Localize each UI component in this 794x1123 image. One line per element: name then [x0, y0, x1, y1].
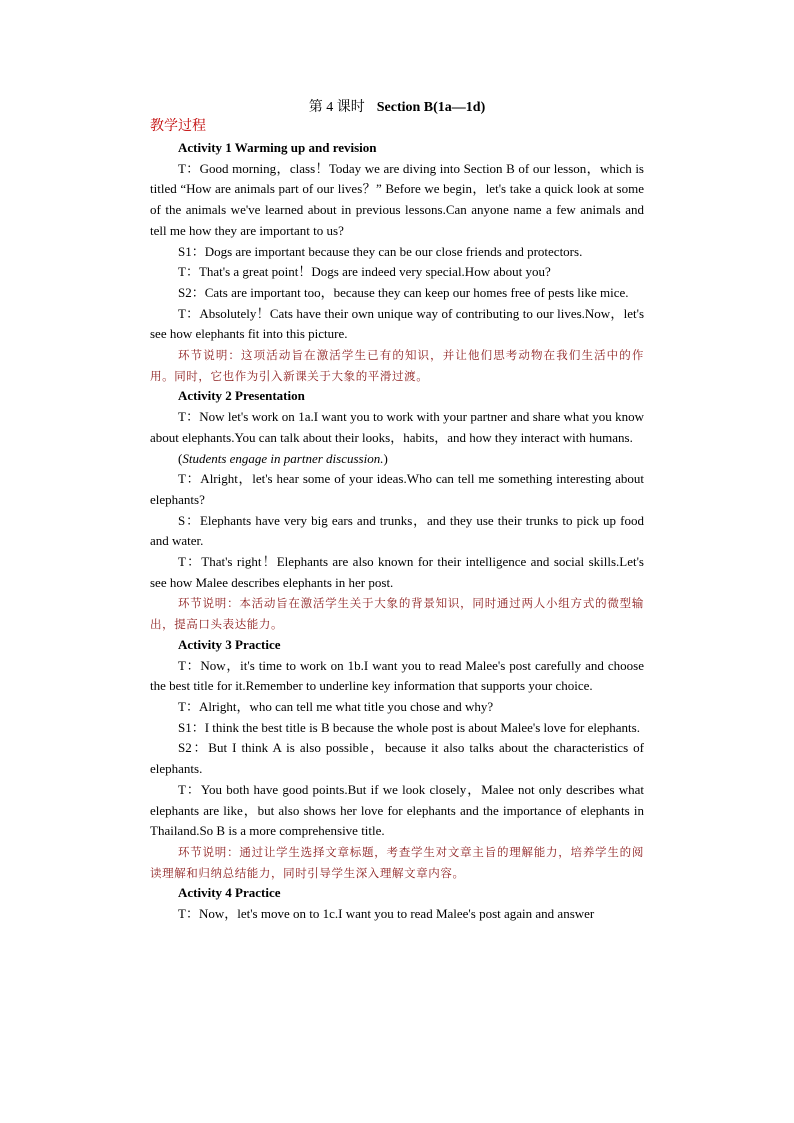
activity-heading: Activity 4 Practice: [178, 885, 281, 901]
dialogue-line: T：Now let's work on 1a.I want you to work with your partner and share what you know about elephants.You can talk about their looks，habits，and how they interact with humans.: [150, 409, 644, 445]
activity-heading: Activity 1 Warming up and revision: [178, 140, 377, 155]
section-note: 环节说明：通过让学生选择文章标题，考查学生对文章主旨的理解能力，培养学生的阅读理解和归纳总结能力，同时引导学生深入理解文章内容。: [150, 844, 644, 880]
dialogue-line: T：You both have good points.But if we look closely，Malee not only describes what elephants are like，but also shows her love for elephants and the importance of elephants in Thailand.So B is a more comprehensive title.: [150, 781, 644, 839]
dialogue-line: S1：Dogs are important because they can be our close friends and protectors.: [178, 243, 583, 259]
stage-text: Students engage in partner discussion.: [182, 450, 384, 466]
stage-direction: [150, 449, 644, 470]
dialogue-line: T：Absolutely！Cats have their own unique way of contributing to our lives.Now，let's see how elephants fit into this picture.: [150, 305, 644, 342]
dialogue-line: T：Good morning，class！Today we are diving into Section B of our lesson，which is titled “How are animals part of our lives？” Before we begin，let's take a quick look at some of the animals we've learned about in previous lessons.Can anyone name a few animals and tell me how they are important to us?: [150, 160, 644, 238]
activity-heading: Activity 3 Practice: [178, 636, 281, 652]
stage-open: (: [178, 450, 183, 466]
activity-heading: Activity 2 Presentation: [178, 388, 305, 404]
dialogue-line: T：Alright，let's hear some of your ideas.Who can tell me something interesting about elephants?: [150, 471, 644, 507]
lesson-title: [0, 99, 794, 117]
lesson-number: 第 4 课时: [308, 100, 365, 115]
section-note: 环节说明：本活动旨在激活学生关于大象的背景知识，同时通过两人小组方式的微型输出，提高口头表达能力。: [150, 596, 644, 632]
dialogue-line: T：That's a great point！Dogs are indeed very special.How about you?: [178, 264, 551, 280]
dialogue-line: S1：I think the best title is B because the whole post is about Malee's love for elephants.: [178, 719, 640, 735]
dialogue-line: T：That's right！Elephants are also known for their intelligence and social skills.Let's see how Malee describes elephants in her post.: [150, 554, 644, 590]
stage-close: ): [383, 450, 388, 466]
dialogue-line: T：Now，it's time to work on 1b.I want you to read Malee's post carefully and choose the best title for it.Remember to underline key information that supports your choice.: [150, 657, 644, 694]
teaching-process-label: 教学过程: [150, 119, 206, 134]
dialogue-line: T：Alright，who can tell me what title you chose and why?: [178, 698, 494, 714]
dialogue-line: T：Now，let's move on to 1c.I want you to read Malee's post again and answer: [178, 906, 595, 922]
dialogue-line: S2：But I think A is also possible，because it also talks about the characteristics of elephants.: [150, 740, 644, 777]
section-note: 环节说明：这项活动旨在激活学生已有的知识，并让他们思考动物在我们生活中的作用。同时，它也作为引入新课关于大象的平滑过渡。: [150, 348, 644, 383]
dialogue-line: S：Elephants have very big ears and trunks，and they use their trunks to pick up food and water.: [150, 512, 644, 549]
lesson-content: [150, 138, 644, 925]
dialogue-line: S2：Cats are important too，because they can keep our homes free of pests like mice.: [178, 284, 629, 300]
section-name: Section B(1a—1d): [376, 100, 486, 115]
